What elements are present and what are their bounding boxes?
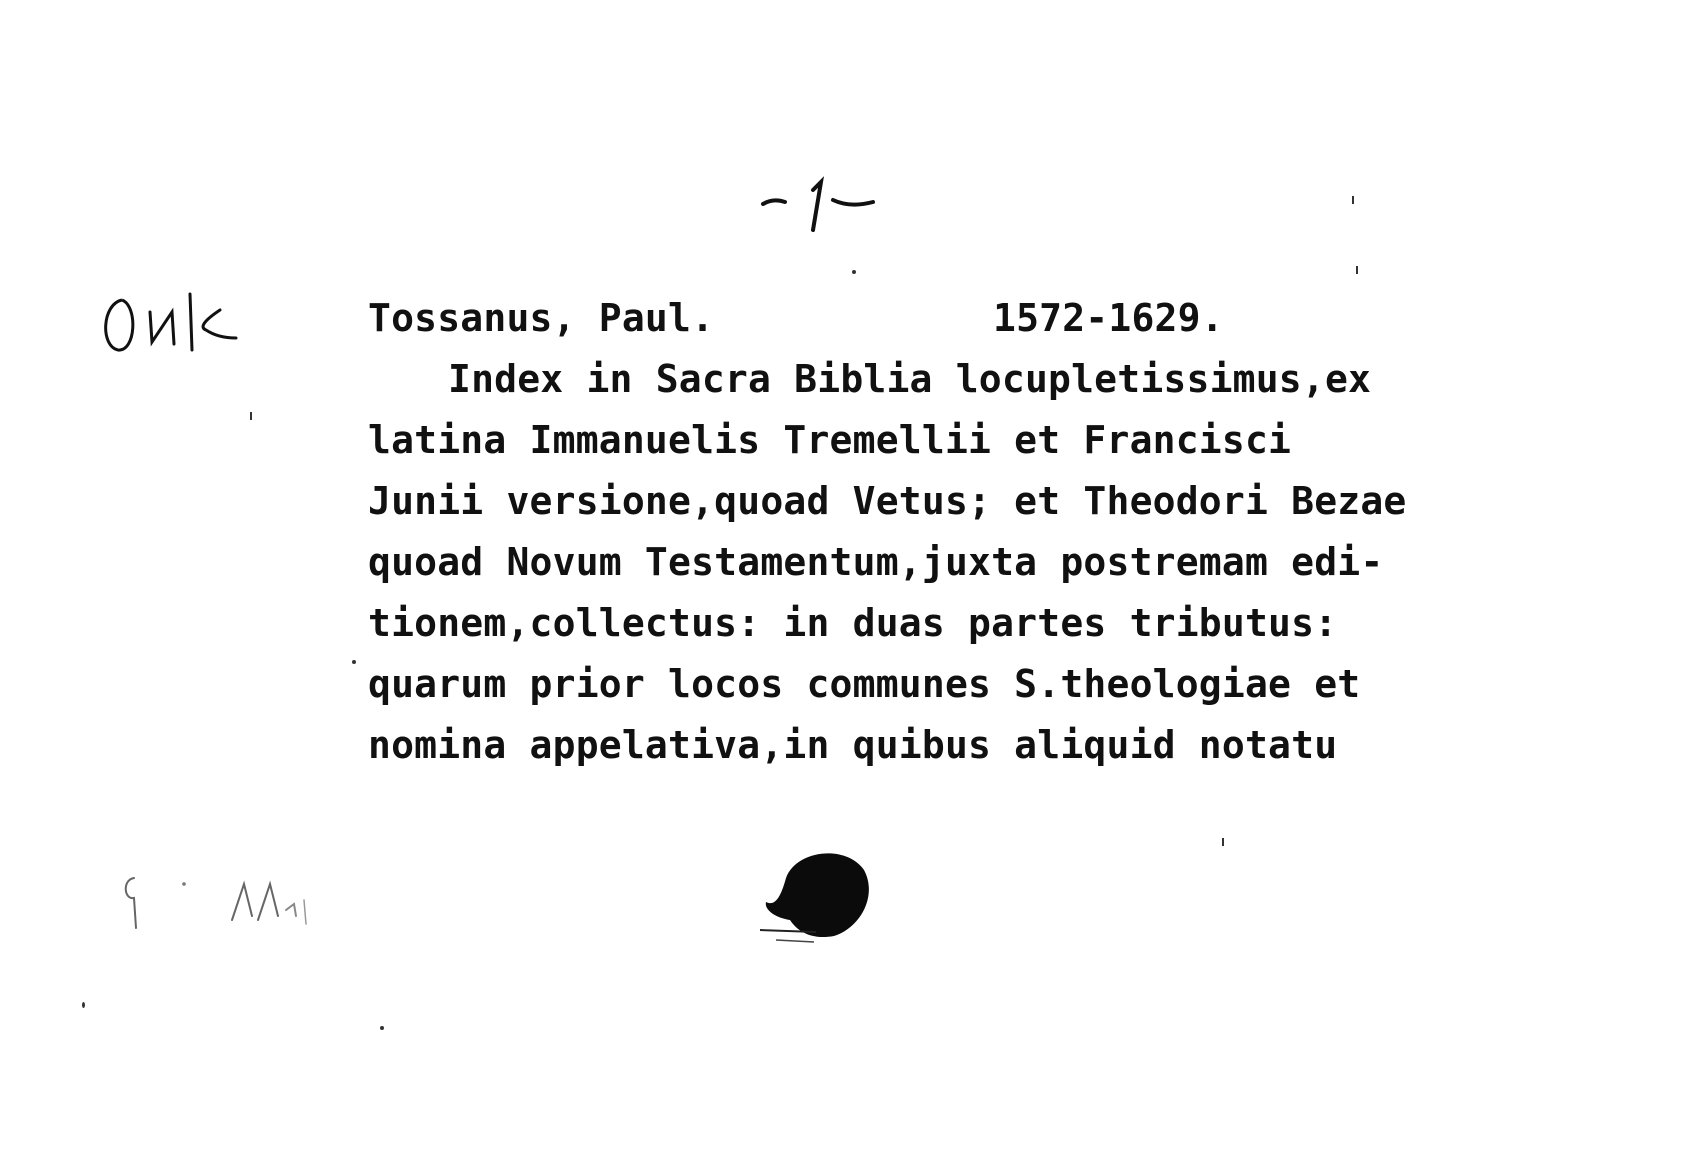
handwritten-location-mark xyxy=(100,290,250,360)
dust-speck xyxy=(1356,266,1358,274)
title-line: quoad Novum Testamentum,juxta postremam edi- xyxy=(368,540,1384,584)
handwritten-call-number xyxy=(122,870,382,940)
dust-speck xyxy=(1352,196,1354,204)
dust-speck xyxy=(380,1026,384,1030)
ink-blot-icon xyxy=(756,840,876,950)
dust-speck xyxy=(852,270,856,274)
page-number-handwritten-icon xyxy=(755,168,885,238)
dust-speck xyxy=(1222,838,1224,846)
handwritten-mark-icon xyxy=(100,290,250,360)
title-line: quarum prior locos communes S.theologiae et xyxy=(368,662,1361,706)
dust-speck xyxy=(82,1002,85,1008)
title-line: nomina appelativa,in quibus aliquid notatu xyxy=(368,723,1338,767)
entry-heading xyxy=(368,288,1508,349)
title-line: Index in Sacra Biblia locupletissimus,ex xyxy=(448,357,1372,401)
title-line: latina Immanuelis Tremellii et Francisci xyxy=(368,418,1292,462)
title-line: Junii versione,quoad Vetus; et Theodori Bezae xyxy=(368,479,1407,523)
dust-speck xyxy=(250,412,252,420)
catalog-entry xyxy=(368,288,1508,776)
author-dates: 1572-1629. xyxy=(993,296,1224,340)
handwritten-call-number-icon xyxy=(122,870,382,940)
dust-speck xyxy=(352,660,356,664)
title-line: tionem,collectus: in duas partes tributus: xyxy=(368,601,1338,645)
author-name: Tossanus, Paul. xyxy=(368,296,715,340)
ink-blot xyxy=(756,840,876,950)
page-number xyxy=(755,168,885,238)
